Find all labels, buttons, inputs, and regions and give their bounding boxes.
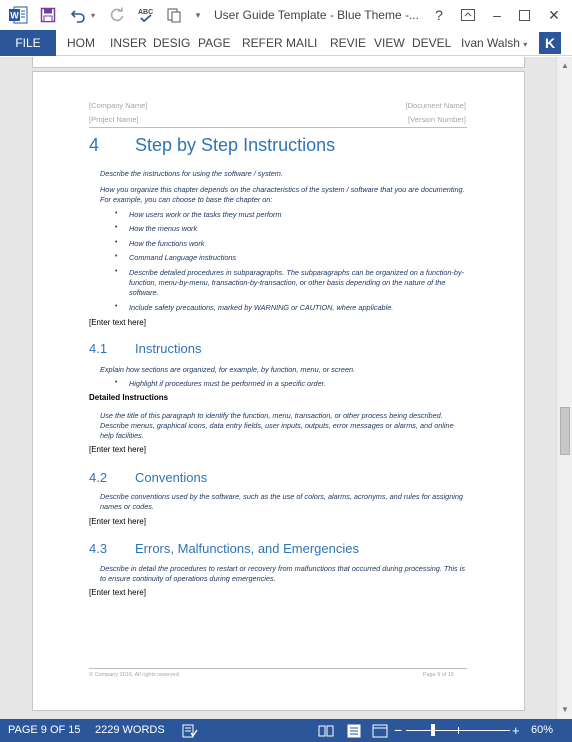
zoom-level[interactable]: 60%	[531, 724, 554, 736]
zoom-slider[interactable]	[406, 719, 510, 742]
heading-1-number: 4	[89, 135, 100, 155]
heading-conventions: Conventions	[135, 470, 208, 485]
document-page[interactable]	[32, 71, 525, 711]
tab-home[interactable]: HOM	[67, 36, 95, 50]
zoom-slider-center-tick	[458, 727, 459, 734]
bullet-item-2: How the menus work	[129, 224, 198, 233]
heading-2-number: 4.2	[89, 470, 108, 485]
bullet-marker: •	[115, 253, 118, 260]
status-bar	[0, 719, 572, 742]
bullet-item-1: How users work or the tasks they must perform	[129, 210, 282, 219]
bullet-item-4: Command Language instructions	[129, 253, 237, 262]
window-title: User Guide Template - Blue Theme -...	[214, 8, 419, 22]
svg-text:W: W	[10, 10, 19, 21]
account-dropdown-icon: ▾	[523, 40, 528, 49]
header-project-name: [Project Name]	[89, 115, 139, 124]
zoom-in-button[interactable]: +	[512, 723, 520, 738]
zoom-slider-thumb[interactable]	[431, 724, 435, 736]
tab-view[interactable]: VIEW	[374, 36, 405, 50]
maximize-button[interactable]	[513, 4, 535, 26]
header-document-name: [Document Name]	[405, 101, 466, 110]
previous-page-edge	[32, 57, 525, 68]
bullet-item-3: How the functions work	[129, 239, 205, 248]
heading-2-number: 4.3	[89, 541, 108, 556]
title-bar	[0, 0, 572, 30]
avatar[interactable]: K	[539, 32, 561, 54]
detailed-instructions-label: Detailed Instructions	[89, 393, 169, 402]
page-count[interactable]: PAGE 9 OF 15	[8, 724, 81, 736]
close-button[interactable]: ✕	[548, 7, 560, 23]
detailed-instructions-paragraph: Use the title of this paragraph to identify the function, menu, transaction, or other process being described. Describe menus, graphical icons, data entry fields, user inputs, outputs, error messages or alarms, and online help facilities.	[100, 411, 454, 440]
proofing-icon[interactable]	[182, 719, 198, 742]
scroll-up-icon[interactable]: ▲	[561, 61, 569, 70]
heading-errors-malfunctions: Errors, Malfunctions, and Emergencies	[135, 541, 359, 556]
zoom-out-button[interactable]: −	[394, 722, 403, 738]
save-icon[interactable]	[38, 5, 58, 25]
tab-file[interactable]: FILE	[0, 30, 56, 56]
svg-text:ABC: ABC	[138, 9, 154, 16]
tab-page-layout[interactable]: PAGE	[198, 36, 231, 50]
spelling-check-icon[interactable]	[136, 5, 156, 25]
bullet-marker: •	[115, 268, 118, 275]
help-button[interactable]: ?	[435, 7, 443, 23]
minimize-button[interactable]: –	[493, 7, 501, 23]
bullet-marker: •	[115, 239, 118, 246]
bullet-item-6: Include safety precautions, marked by WARNING or CAUTION, where applicable.	[129, 303, 394, 312]
heading-1-title: Step by Step Instructions	[135, 135, 336, 155]
undo-icon[interactable]	[68, 5, 88, 25]
enter-text-placeholder[interactable]: [Enter text here]	[89, 445, 146, 454]
heading-instructions: Instructions	[135, 341, 202, 356]
tab-references[interactable]: REFER	[242, 36, 283, 50]
bullet-marker: •	[115, 224, 118, 231]
bullet-marker: •	[115, 303, 118, 310]
scroll-down-icon[interactable]: ▼	[561, 705, 569, 714]
footer-copyright: © Company 2016. All rights reserved.	[89, 672, 181, 678]
enter-text-placeholder[interactable]: [Enter text here]	[89, 588, 146, 597]
touch-mode-icon[interactable]	[164, 5, 184, 25]
word-count[interactable]: 2229 WORDS	[95, 724, 165, 736]
ribbon-display-options-button[interactable]	[457, 4, 479, 26]
header-version-number: [Version Number]	[408, 115, 466, 124]
customize-toolbar-icon[interactable]: ▾	[195, 9, 201, 20]
header-company-name: [Company Name]	[89, 101, 148, 110]
document-area	[0, 57, 556, 719]
bullet-marker: •	[115, 210, 118, 217]
ribbon-tab-bar	[0, 30, 572, 56]
header-rule	[89, 127, 467, 128]
read-mode-icon[interactable]	[318, 719, 334, 742]
bullet-marker: •	[115, 379, 118, 386]
bullet-item-5: Describe detailed procedures in subparagraphs. The subparagraphs can be organized on a function-by-function, menu-by-menu, transaction-by-transaction, or other basis depending on the nature of the software.	[129, 268, 465, 297]
tab-review[interactable]: REVIE	[330, 36, 367, 50]
web-layout-icon[interactable]	[372, 719, 388, 742]
redo-icon[interactable]	[107, 5, 127, 25]
enter-text-placeholder[interactable]: [Enter text here]	[89, 517, 146, 526]
tab-insert[interactable]: INSER	[110, 36, 147, 50]
undo-dropdown-icon[interactable]: ▾	[90, 10, 95, 20]
conventions-paragraph: Describe conventions used by the software, such as the use of colors, alarms, acronyms, and rules for assigning names or codes.	[100, 492, 463, 511]
vertical-scrollbar[interactable]	[556, 57, 572, 719]
heading-2-number: 4.1	[89, 341, 108, 356]
scrollbar-thumb[interactable]	[560, 407, 570, 455]
instructions-bullet: Highlight if procedures must be performed in a specific order.	[129, 379, 326, 388]
print-layout-icon[interactable]	[346, 719, 362, 742]
tab-mailings[interactable]: MAILI	[286, 36, 318, 50]
enter-text-placeholder[interactable]: [Enter text here]	[89, 318, 146, 327]
word-app-icon[interactable]	[8, 5, 28, 25]
footer-page-number: Page 9 of 15	[422, 672, 454, 678]
footer-rule	[89, 668, 467, 669]
account-name[interactable]	[461, 30, 527, 56]
errors-paragraph: Describe in detail the procedures to restart or recovery from malfunctions that occurred during processing. This is to ensure continuity of operations during emergencies.	[100, 564, 466, 583]
instructions-paragraph: Explain how sections are organized, for example, by function, menu, or screen.	[100, 365, 356, 374]
account-name-label: Ivan Walsh	[461, 36, 520, 50]
tab-design[interactable]: DESIG	[153, 36, 191, 50]
tab-developer[interactable]: DEVEL	[412, 36, 452, 50]
intro-paragraph-2: How you organize this chapter depends on the characteristics of the system / software that you are documenting. For example, you can choose to base the chapter on:	[100, 185, 465, 204]
intro-paragraph-1: Describe the instructions for using the software / system.	[100, 169, 283, 178]
